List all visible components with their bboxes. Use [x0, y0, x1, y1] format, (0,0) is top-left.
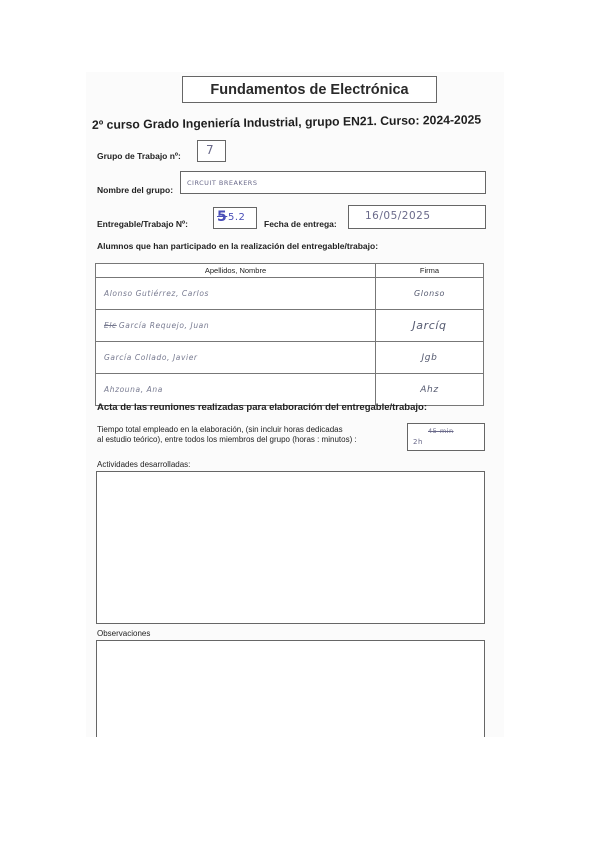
- header-signature: Firma: [376, 264, 484, 278]
- name-prefix-struck: Elc: [104, 321, 117, 330]
- group-name-value: CIRCUIT BREAKERS: [187, 179, 258, 187]
- deliverable-struck-value: 5: [217, 209, 228, 225]
- student-name-cell[interactable]: [96, 310, 376, 342]
- time-label-line1: Tiempo total empleado en la elaboración, (sin incluir horas dedicadas: [97, 425, 343, 434]
- time-value: 2h: [413, 438, 423, 446]
- students-table-header: [96, 264, 484, 278]
- student-name: Ahzouna, Ana: [104, 385, 163, 394]
- group-number-label: Grupo de Trabajo nº:: [97, 151, 181, 161]
- time-label-line2: al estudio teórico), entre todos los miembros del grupo (horas : minutos) :: [97, 435, 357, 444]
- time-struck-value: 45 min: [428, 427, 454, 435]
- student-name: García Collado, Javier: [104, 353, 198, 362]
- group-name-field[interactable]: [180, 171, 486, 194]
- time-spent-field[interactable]: [407, 423, 485, 451]
- students-heading: Alumnos que han participado en la realización del entregable/trabajo:: [97, 241, 379, 251]
- student-name-cell[interactable]: [96, 374, 376, 406]
- activities-textarea[interactable]: [96, 471, 485, 624]
- deliverable-value: 5.2: [228, 212, 246, 223]
- activities-label: Actividades desarrolladas:: [97, 460, 191, 469]
- signature: Jarcíq: [412, 319, 447, 332]
- students-table: [95, 263, 484, 406]
- signature-cell[interactable]: [376, 278, 484, 310]
- table-row: [96, 278, 484, 310]
- delivery-date-value: 16/05/2025: [365, 210, 431, 222]
- observations-label: Observaciones: [97, 629, 151, 638]
- table-row: [96, 374, 484, 406]
- observations-textarea[interactable]: [96, 640, 485, 737]
- student-name: García Requejo, Juan: [118, 321, 210, 330]
- group-name-label: Nombre del grupo:: [97, 185, 174, 195]
- signature: Ahz: [420, 384, 439, 395]
- signature-cell[interactable]: [376, 310, 484, 342]
- table-row: [96, 342, 484, 374]
- group-number-field[interactable]: [197, 140, 226, 162]
- group-number-value: 7: [206, 143, 215, 157]
- signature: Glonso: [413, 289, 446, 298]
- deliverable-label: Entregable/Trabajo Nº:: [97, 219, 188, 229]
- deliverable-field[interactable]: [213, 207, 257, 229]
- header-name: Apellidos, Nombre: [96, 264, 376, 278]
- form-title: Fundamentos de Electrónica: [182, 76, 437, 103]
- signature-cell[interactable]: [376, 342, 484, 374]
- signature: Jgb: [421, 352, 438, 363]
- student-name-cell[interactable]: [96, 278, 376, 310]
- signature-cell[interactable]: [376, 374, 484, 406]
- student-name-cell[interactable]: [96, 342, 376, 374]
- student-name: Alonso Gutiérrez, Carlos: [104, 289, 210, 298]
- minutes-heading: Acta de las reuniones realizadas para elaboración del entregable/trabajo:: [97, 402, 427, 413]
- delivery-date-field[interactable]: [348, 205, 486, 229]
- delivery-date-label: Fecha de entrega:: [264, 219, 337, 229]
- table-row: [96, 310, 484, 342]
- course-subtitle: 2º curso Grado Ingeniería Industrial, grupo EN21. Curso: 2024-2025: [91, 112, 482, 132]
